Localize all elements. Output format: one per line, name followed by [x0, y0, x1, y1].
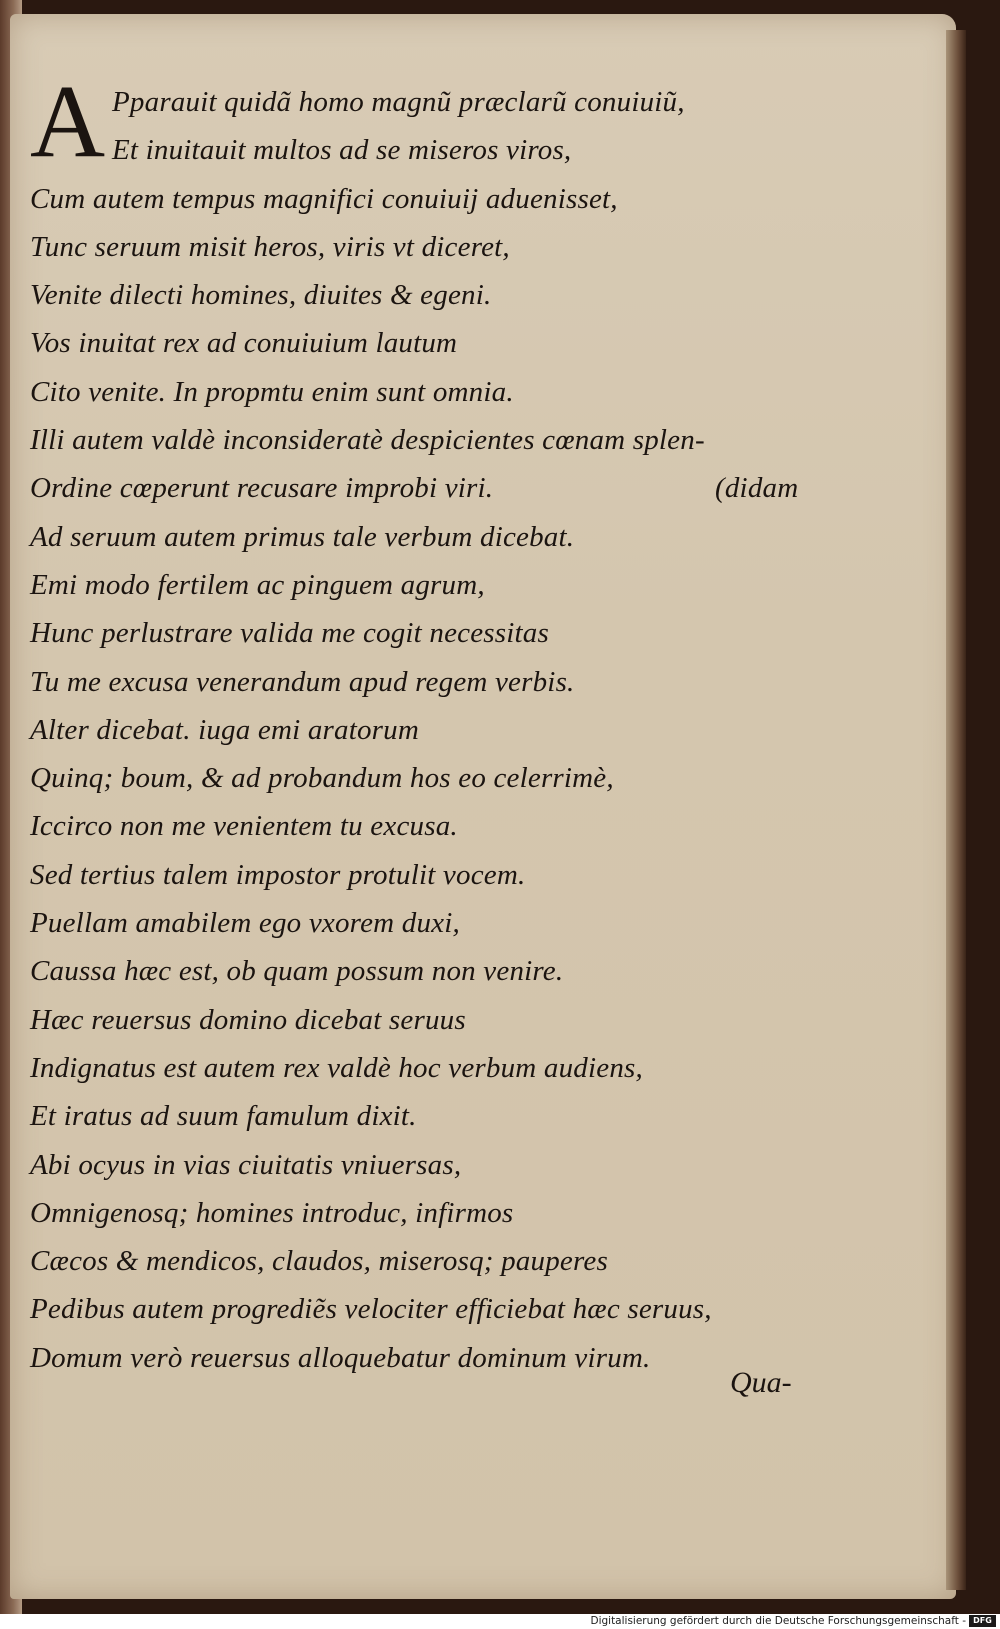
text-line-15: Quinq; boum, & ad probandum hos eo celerrimè, — [30, 762, 614, 795]
line-text: Et inuitauit multos ad se miseros viros, — [112, 134, 572, 167]
dfg-logo: DFG — [969, 1615, 996, 1627]
text-line-8: Illi autem valdè inconsideratè despicientes cœnam splen- — [30, 424, 705, 457]
text-line-22: Et iratus ad suum famulum dixit. — [30, 1100, 417, 1133]
text-line-25: Cæcos & mendicos, claudos, miserosq; pauperes — [30, 1245, 608, 1278]
catchword: Qua- — [730, 1366, 792, 1399]
page-fore-edge — [946, 30, 966, 1590]
text-line-10: Ad seruum autem primus tale verbum dicebat. — [30, 520, 575, 553]
footer-credit: Digitalisierung gefördert durch die Deutsche Forschungsgemeinschaft - — [590, 1615, 966, 1627]
text-line-11: Emi modo fertilem ac pinguem agrum, — [30, 568, 485, 601]
poem-text — [30, 64, 840, 1382]
text-line-16: Iccirco non me venientem tu excusa. — [30, 810, 458, 843]
text-line-23: Abi ocyus in vias ciuitatis vniuersas, — [30, 1148, 462, 1181]
text-line-26: Pedibus autem progrediẽs velociter efficiebat hæc seruus, — [30, 1293, 712, 1326]
text-line-20: Hæc reuersus domino dicebat seruus — [30, 1003, 466, 1036]
text-line-17: Sed tertius talem impostor protulit vocem. — [30, 858, 526, 891]
text-line-9 — [30, 464, 840, 512]
text-line-3: Cum autem tempus magnifici conuiuij aduenisset, — [30, 182, 618, 215]
line-text: Ordine cœperunt recusare improbi viri. — [30, 472, 494, 505]
text-line-12: Hunc perlustrare valida me cogit necessitas — [30, 617, 549, 650]
drop-cap-initial: A — [30, 64, 106, 179]
text-line-18: Puellam amabilem ego vxorem duxi, — [30, 907, 460, 940]
text-line-19: Caussa hæc est, ob quam possum non venire. — [30, 955, 564, 988]
text-line-14: Alter dicebat. iuga emi aratorum — [30, 713, 419, 746]
text-line-7: Cito venite. In propmtu enim sunt omnia. — [30, 375, 514, 408]
text-line-6: Vos inuitat rex ad conuiuium lautum — [30, 327, 458, 360]
text-line-2 — [30, 126, 840, 174]
text-line-27: Domum verò reuersus alloquebatur dominum virum. — [30, 1341, 651, 1374]
line-text: Pparauit quidã homo magnũ præclarũ conuiuiũ, — [112, 86, 685, 118]
turnover-fragment: (didam — [715, 472, 799, 505]
text-line-4: Tunc seruum misit heros, viris vt diceret, — [30, 230, 510, 263]
text-line-5: Venite dilecti homines, diuites & egeni. — [30, 279, 492, 312]
digitization-footer — [0, 1614, 1000, 1629]
text-line-21: Indignatus est autem rex valdè hoc verbum audiens, — [30, 1051, 643, 1084]
text-line-13: Tu me excusa venerandum apud regem verbis. — [30, 665, 575, 698]
text-line-24: Omnigenosq; homines introduc, infirmos — [30, 1196, 514, 1229]
